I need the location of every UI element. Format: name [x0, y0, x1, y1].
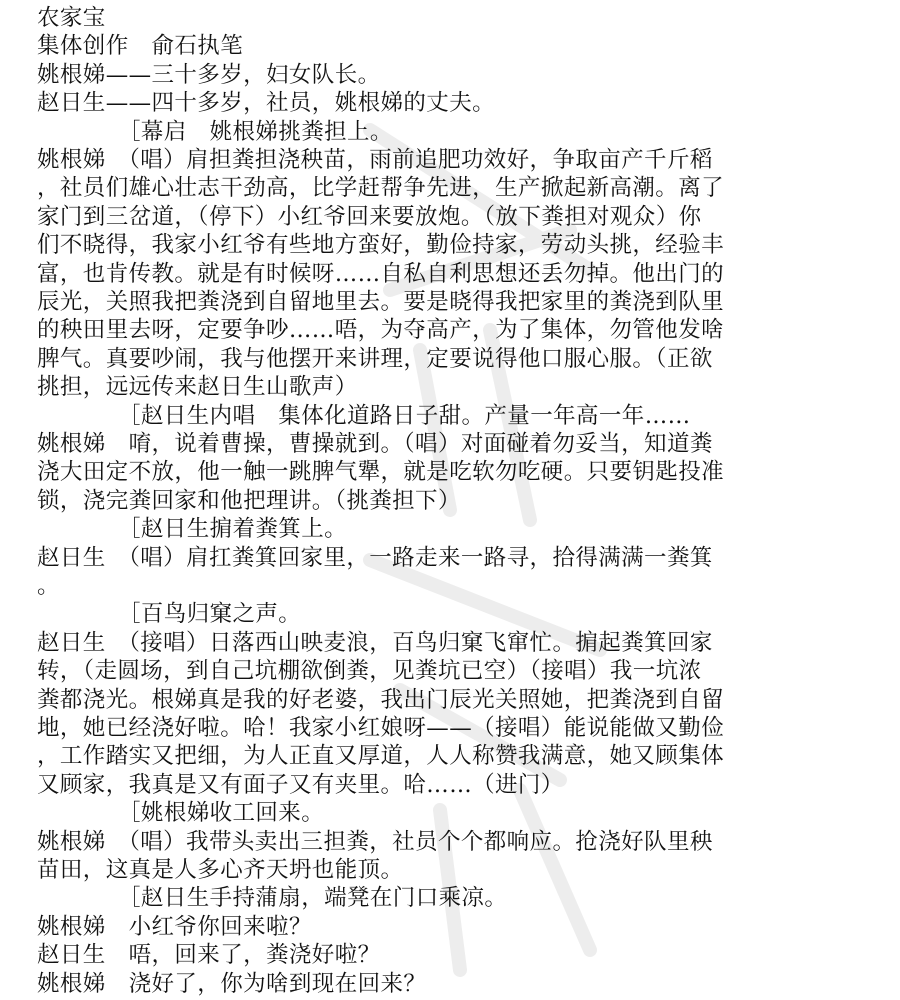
dialogue-line: 家门到三岔道，（停下）小红爷回来要放炮。（放下粪担对观众）你 — [37, 204, 702, 230]
character-list-item: 赵日生——四十多岁，社员，姚根娣的丈夫。 — [37, 90, 496, 116]
dialogue-line: 姚根娣 （唱）肩担粪担浇秧苗，雨前追肥功效好，争取亩产千斤稻 — [37, 147, 713, 173]
dialogue-line: 粪都浇光。根娣真是我的好老婆，我出门辰光关照她，把粪浇到自留 — [37, 687, 725, 713]
dialogue-line: 苗田，这真是人多心齐天坍也能顶。 — [37, 857, 404, 883]
dialogue-line: 赵日生 （接唱）日落西山映麦浪，百鸟归窠飞窜忙。掮起粪箕回家 — [37, 630, 713, 656]
dialogue-line: ，工作踏实又把细，为人正直又厚道，人人称赞我满意，她又顾集体 — [37, 743, 725, 769]
dialogue-line: 脾气。真要吵闹，我与他摆开来讲理，定要说得他口服心服。（正欲 — [37, 346, 713, 372]
stage-direction: ［百鸟归窠之声。 — [118, 601, 302, 627]
dialogue-line: 姚根娣 （唱）我带头卖出三担粪，社员个个都响应。抢浇好队里秧 — [37, 829, 713, 855]
dialogue-line: 又顾家，我真是又有面子又有夹里。哈……（进门） — [37, 772, 564, 798]
character-list-item: 姚根娣——三十多岁，妇女队长。 — [37, 62, 381, 88]
doc-author: 集体创作 俞石执笔 — [37, 33, 244, 59]
doc-title: 农家宝 — [37, 5, 106, 31]
dialogue-line: 。 — [37, 573, 60, 599]
dialogue-line: 姚根娣 小红爷你回来啦？ — [37, 914, 312, 940]
stage-direction: ［赵日生内唱 集体化道路日子甜。产量一年高一年…… — [118, 403, 691, 429]
dialogue-line: 赵日生 唔，回来了，粪浇好啦？ — [37, 942, 381, 968]
dialogue-line: 富，也肯传教。就是有时候呀……自私自利思想还丢勿掉。他出门的 — [37, 261, 725, 287]
dialogue-line: 转，（走圆场，到自己坑棚欲倒粪，见粪坑已空）（接唱）我一坑浓 — [37, 658, 702, 684]
dialogue-line: 挑担，远远传来赵日生山歌声） — [37, 374, 358, 400]
dialogue-line: 姚根娣 唷，说着曹操，曹操就到。（唱）对面碰着勿妥当，知道粪 — [37, 431, 713, 457]
dialogue-line: 辰光，关照我把粪浇到自留地里去。要是晓得我把家里的粪浇到队里 — [37, 289, 725, 315]
dialogue-line: 锁，浇完粪回家和他把理讲。（挑粪担下） — [37, 488, 461, 514]
stage-direction: ［赵日生掮着粪箕上。 — [118, 516, 348, 542]
dialogue-line: 姚根娣 浇好了，你为啥到现在回来？ — [37, 971, 427, 997]
dialogue-line: 赵日生 （唱）肩扛粪箕回家里，一路走来一路寻，拾得满满一粪箕 — [37, 545, 713, 571]
dialogue-line: ，社员们雄心壮志干劲高，比学赶帮争先进，生产掀起新高潮。离了 — [37, 175, 725, 201]
stage-direction: ［赵日生手持蒲扇，端凳在门口乘凉。 — [118, 885, 508, 911]
stage-direction: ［幕启 姚根娣挑粪担上。 — [118, 119, 393, 145]
dialogue-line: 浇大田定不放，他一触一跳脾气犟，就是吃软勿吃硬。只要钥匙投准 — [37, 459, 725, 485]
dialogue-line: 们不晓得，我家小红爷有些地方蛮好，勤俭持家，劳动头挑，经验丰 — [37, 232, 725, 258]
dialogue-line: 的秧田里去呀，定要争吵……唔，为夺高产，为了集体，勿管他发啥 — [37, 317, 725, 343]
stage-direction: ［姚根娣收工回来。 — [118, 800, 325, 826]
dialogue-line: 地，她已经浇好啦。哈！我家小红娘呀——（接唱）能说能做又勤俭 — [37, 715, 725, 741]
